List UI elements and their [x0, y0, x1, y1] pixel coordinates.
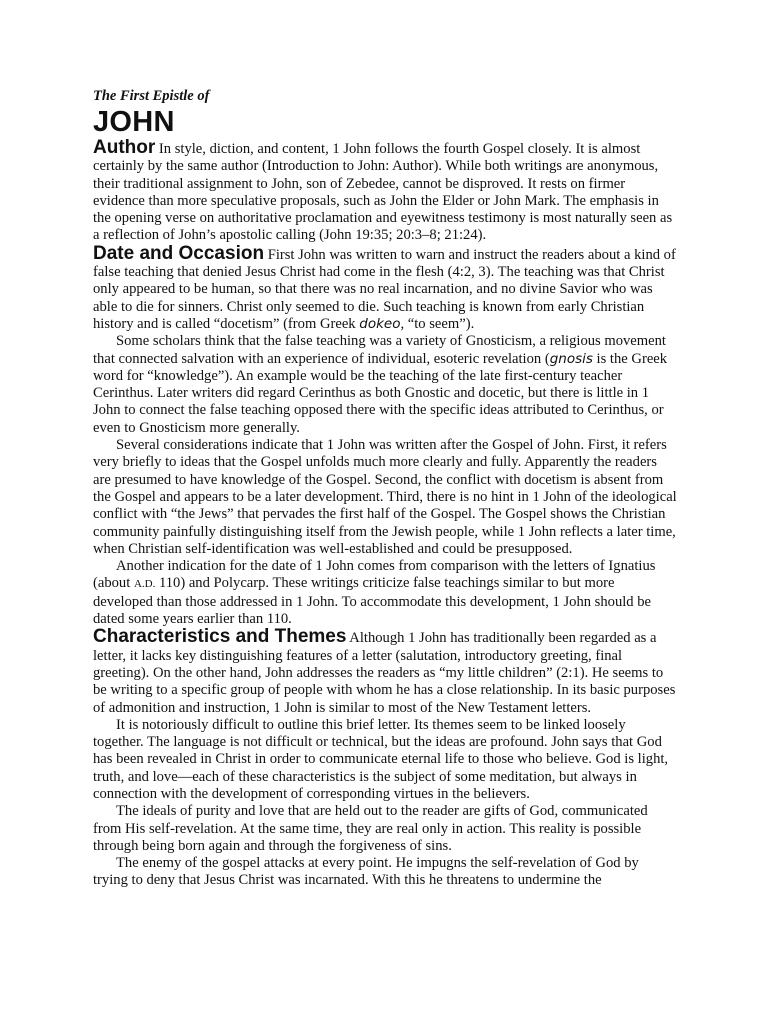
date-text-2b: is the Greek word for “knowledge”). An example would be the teaching of the late first-century teacher Cerinthus. Later writers did regard Cerinthus as both Gnostic and docetic, but there is little in 1 John to connect the false teaching opposed there with the specific ideas attributed to Cerinthus, or even to Gnosticism more generally.	[93, 350, 668, 436]
date-text-4a: Another indication for the date of 1 John comes from comparison with the letters of Ignatius (about	[93, 558, 656, 592]
date-paragraph-3: Several considerations indicate that 1 John was written after the Gospel of John. First, it refers very briefly to ideas that the Gospel unfolds much more clearly and fully. Apparently the readers are presumed to have knowledge of the Gospel. Second, the conflict with docetism is absent from the Gospel and appears to be a later development. Third, there is no hint in 1 John of the ideological conflict with “the Jews” that pervades the first half of the Gospel. The Gospel shows the Christian community painfully distinguishing itself from the Jewish people, while 1 John reflects a later time, when Christian self-identification was well-established and could be presupposed.	[93, 437, 677, 557]
date-paragraph-1	[93, 242, 677, 333]
book-title: JOHN	[93, 106, 175, 138]
date-text-1a: First John was written to warn and instruct the readers about a kind of false teaching that denied Jesus Christ had come in the flesh (4:2, 3). The teaching was that Christ only appeared to be human, so that there was no real incarnation, and no divine Savior who was able to die for sinners. Christ only seemed to die. Such teaching is known from early Christian history and is called “docetism” (from Greek	[93, 246, 676, 332]
themes-paragraph-1	[93, 628, 677, 716]
author-text: In style, diction, and content, 1 John follows the fourth Gospel closely. It is almost certainly by the same author (Introduction to John: Author). While both writings are anonymous, their traditional assignment to John, son of Zebedee, cannot be disproved. It rests on firmer evidence than more speculative proposals, such as John the Elder or John Mark. The emphasis in the opening verse on authoritative proclamation and eyewitness testimony is most naturally seen as a reflection of John’s apostolic calling (John 19:35; 20:3–8; 21:24).	[93, 141, 673, 244]
date-text-1b: , “to seem”).	[400, 315, 475, 332]
greek-word-dokeo: dokeo	[359, 315, 401, 332]
date-text-4b: 110) and Polycarp. These writings criticize false teachings similar to but more developed than those addressed in 1 John. To accommodate this development, 1 John should be dated some years earlier than 110.	[93, 575, 652, 628]
date-heading: Date and Occasion	[93, 242, 265, 264]
themes-paragraph-4: The enemy of the gospel attacks at every point. He impugns the self-revelation of God by trying to deny that Jesus Christ was incarnated. With this he threatens to undermine the	[93, 855, 639, 889]
era-ad: A.D.	[133, 578, 156, 591]
author-paragraph	[93, 139, 677, 245]
author-heading: Author	[93, 137, 156, 158]
themes-heading: Characteristics and Themes	[93, 626, 347, 648]
greek-word-gnosis: gnosis	[549, 350, 593, 367]
themes-paragraph-2: It is notoriously difficult to outline this brief letter. Its themes seem to be linked loosely together. The language is not difficult or technical, but the ideas are profound. John says that God has been revealed in Christ in order to communicate eternal life to those who believe. God is light, truth, and love—each of these characteristics is the subject of some meditation, but always in connection with the development of corresponding virtues in the believers.	[93, 716, 669, 802]
themes-text-1: Although 1 John has traditionally been regarded as a letter, it lacks key distinguishing features of a letter (salutation, introductory greeting, final greeting). On the other hand, John addresses the readers as “my little children” (2:1). He seems to be writing to a specific group of people with whom he has a close relationship. In its basic purposes of admonition and instruction, 1 John is similar to most of the New Testament letters.	[93, 630, 676, 716]
document-page	[93, 86, 677, 890]
book-subtitle: The First Epistle of	[93, 88, 210, 104]
date-paragraph-4	[93, 558, 677, 628]
date-paragraph-2	[93, 333, 677, 437]
themes-paragraph-3: The ideals of purity and love that are held out to the reader are gifts of God, communicated from His self-revelation. At the same time, they are real only in action. This reality is possible through being born again and through the forgiveness of sins.	[93, 803, 648, 854]
date-text-2a: Some scholars think that the false teaching was a variety of Gnosticism, a religious movement that connected salvation with an experience of individual, esoteric revelation (	[93, 333, 666, 367]
